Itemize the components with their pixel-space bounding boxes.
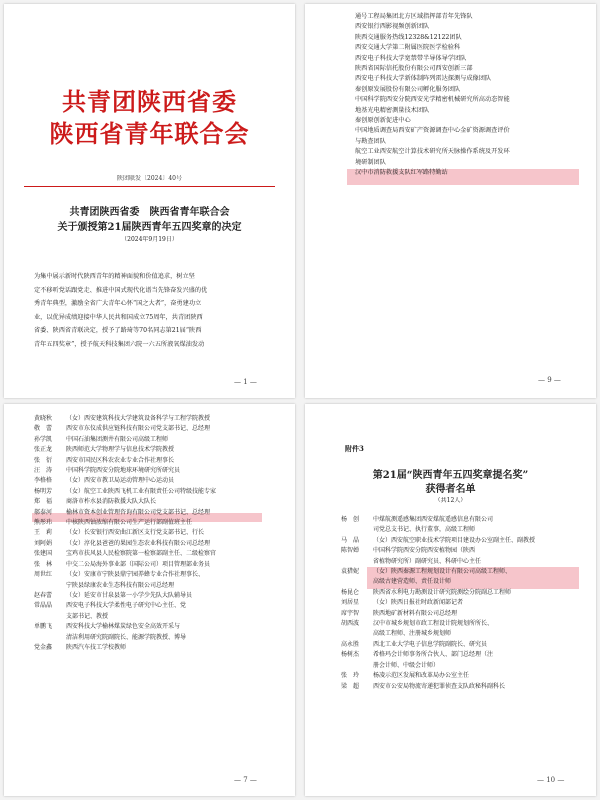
team-line: 中国科学院西安分院西安光学精密机械研究所高动态智能 — [355, 96, 510, 104]
person-affiliation: （女）西安市教卫局运动管理中心运动员 — [66, 477, 175, 485]
person-affiliation: 汉中市城乡规划市政工程设计院规划所所长、 — [373, 620, 494, 628]
person-name: 张 玲 — [341, 672, 360, 680]
person-name: 郝泰河 — [34, 508, 53, 516]
nominee-title-line2: 获得者名单 — [425, 484, 476, 495]
document-page-4 — [305, 404, 596, 796]
person-affiliation: （女）安康市宁陕县鼎宁园养蜂专业合作社理事长、 — [66, 571, 205, 579]
person-affiliation: 西安市东仪成供应链科技有限公司党支部书记、总经理 — [66, 425, 211, 433]
team-line: 通号工程局集团北方区域指挥部青年先锋队 — [355, 13, 473, 20]
decision-title-line2: 关于颁授第21届陕西青年五四奖章的决定 — [57, 222, 242, 233]
person-affiliation: 中煤航测遥感集团西安煤航遥感信息有限公司 — [373, 516, 494, 523]
person-affiliation: （女）长安银行西安曲江新区支行党支部书记、行长 — [66, 529, 205, 537]
person-name: 张正龙 — [34, 446, 53, 454]
decision-title-line1: 共青团陕西省委 陕西省青年联合会 — [69, 207, 230, 218]
person-name: 陈智婵 — [341, 547, 360, 555]
page-number: — 1 — — [234, 378, 257, 386]
name-row — [34, 622, 284, 632]
person-affiliation: 宁陕县绿康农业生态科技有限公司总经理 — [66, 581, 175, 589]
document-page-3 — [4, 404, 295, 796]
person-name: 熊彤玮 — [34, 519, 53, 527]
person-affiliation: 西安电子科技大学柔性电子研究中心主任、党 — [66, 602, 187, 610]
appendix-label: 附件3 — [345, 444, 364, 453]
person-affiliation: 中国科学院西安分院地球环境研究所研究员 — [66, 467, 181, 475]
person-name: 黄晓秋 — [34, 415, 53, 422]
person-affiliation: 商洛市柞水县消防救援大队大队长 — [66, 498, 157, 506]
name-row — [34, 633, 284, 643]
document-page-2 — [305, 4, 596, 398]
team-line: 西安电子科技大学新体制阵列雷达探测与成像团队 — [355, 75, 492, 83]
red-divider — [24, 186, 275, 187]
decision-date: （2024年9月19日） — [121, 236, 178, 243]
person-affiliation: （女）延安市甘泉县第一小学少先队大队辅导员 — [66, 591, 193, 599]
awardee-list — [34, 414, 284, 653]
person-name: 胡西波 — [341, 620, 360, 628]
team-line: 陕西省国际信托股份有限公司西安创新三部 — [355, 65, 473, 73]
name-row — [34, 445, 284, 455]
name-row — [34, 487, 284, 497]
name-row — [34, 528, 284, 538]
document-page-1 — [4, 4, 295, 398]
name-row — [341, 629, 587, 639]
person-name: 张 林 — [34, 560, 53, 568]
person-name: 周世红 — [34, 571, 53, 579]
team-line: 秦创原发展股份有限公司孵化服务团队 — [355, 85, 461, 93]
team-line: 航空工业西安航空计算技术研究所天脉操作系统及开发环 — [355, 148, 510, 156]
person-name: 席宇智 — [341, 609, 360, 617]
person-name: 李格格 — [34, 477, 53, 485]
name-row — [34, 414, 284, 424]
body-line: 业，以优异成绩迎接中华人民共和国成立75周年，共青团陕西 — [34, 313, 203, 321]
name-row — [34, 466, 284, 476]
body-text — [34, 270, 274, 351]
name-row — [341, 609, 587, 619]
team-line: 西安银行西影视频创新团队 — [355, 23, 430, 31]
name-row — [341, 557, 587, 567]
person-affiliation: 陕西省水利电力勘测设计研究院测绘分院副总工程师 — [373, 588, 512, 596]
name-row — [341, 567, 587, 577]
page-number: — 7 — — [234, 776, 257, 784]
name-row — [34, 601, 284, 611]
person-affiliation: 杨凌示范区发展和改革局办公室主任 — [373, 672, 470, 680]
page-number: — 10 — — [537, 776, 565, 784]
person-name: 党金鑫 — [34, 643, 53, 651]
person-affiliation: 支部书记、教授 — [66, 612, 109, 620]
name-row — [34, 591, 284, 601]
name-row — [34, 570, 284, 580]
name-row — [34, 476, 284, 486]
name-row — [34, 508, 284, 518]
person-affiliation: 榆林市资本创业管理咨询有限公司党支部书记、总经理 — [66, 508, 211, 516]
body-line: 为集中展示新时代陕西青年的精神面貌和价值追求，树立坚 — [34, 273, 195, 280]
person-name: 杨 创 — [341, 516, 360, 523]
person-name: 杨明芳 — [34, 487, 53, 495]
name-row — [341, 682, 587, 692]
person-affiliation: 清洁利用研究院副院长、能源学院教授、博导 — [66, 633, 187, 641]
org-title-line2: 陕西省青年联合会 — [49, 119, 250, 148]
person-name: 郑 福 — [34, 498, 53, 506]
person-name: 王 莉 — [34, 529, 53, 537]
body-line: 定不移听党话跟党走、推进中国式现代化谱当先锋奋发兴盛的优 — [34, 286, 208, 294]
person-name: 单鹏飞 — [34, 623, 53, 631]
person-affiliation: 中核陕西铀浓缩有限公司生产运行部副值班主任 — [66, 519, 193, 527]
name-row — [34, 539, 284, 549]
body-line: 青年五四奖章”，授予航天科技集团六院一六五所液氧煤油发动 — [34, 340, 205, 348]
person-affiliation: 西安市公安局物流寄递犯罪侦查支队政秘科副科长 — [373, 682, 506, 690]
nominee-count: （共12人） — [434, 497, 467, 504]
name-row — [341, 525, 587, 535]
person-affiliation: 希格玛会计师事务所合伙人、部门总经理（注 — [373, 651, 494, 659]
name-row — [341, 619, 587, 629]
name-row — [34, 581, 284, 591]
name-row — [34, 424, 284, 434]
person-affiliation: 册会计师、中级会计师） — [373, 661, 440, 669]
person-affiliation: 省植物研究所）副研究员、科研中心主任 — [373, 557, 482, 565]
person-affiliation: （女）陕西日报社时政新闻部记者 — [373, 599, 464, 607]
name-row — [34, 643, 284, 653]
person-affiliation: 宝鸡市扶风县人民检察院第一检察部副主任、二级检察官 — [66, 550, 217, 558]
person-affiliation: 高级工程师、注册城乡规划师 — [373, 630, 452, 638]
person-name: 常晶晶 — [34, 602, 53, 610]
org-title-line1: 共青团陕西省委 — [62, 87, 237, 116]
person-affiliation: 陕西汽车技工学校教师 — [66, 643, 127, 651]
nominee-list — [341, 515, 587, 692]
name-row — [34, 435, 284, 445]
person-name: 刘阿娟 — [34, 539, 53, 547]
name-row — [34, 549, 284, 559]
person-affiliation: 中国科学院西安分院西安植物园（陕西 — [373, 547, 476, 555]
team-list — [355, 12, 585, 179]
person-affiliation: 陕西师范大学物理学与信息技术学院教授 — [66, 446, 175, 454]
person-affiliation: 高级古建营造师、责任设计师 — [373, 578, 452, 586]
person-affiliation: 中交二公局海外事业部（国际公司）项目管理部业务员 — [66, 560, 211, 568]
name-row — [341, 588, 587, 598]
name-row — [341, 577, 587, 587]
team-line: 中国地质调查局西安矿产资源调查中心金矿资源调查评价 — [355, 127, 510, 135]
person-name: 张 衍 — [34, 456, 53, 464]
team-line: 汉中市消防救援支队红军路特勤站 — [355, 169, 448, 177]
name-row — [341, 671, 587, 681]
name-row — [34, 497, 284, 507]
person-affiliation: 西安科技大学榆林煤炭绿色安全高效开采与 — [66, 623, 181, 631]
person-name: 袁猎妮 — [341, 568, 360, 576]
team-line: 陕西交通服务热线12328&12122团队 — [355, 33, 462, 41]
person-name: 杨昆仑 — [341, 588, 360, 596]
name-row — [341, 546, 587, 556]
name-row — [341, 661, 587, 671]
team-line: 与勘查团队 — [355, 137, 386, 145]
person-name: 杨树杰 — [341, 651, 360, 659]
person-affiliation: （女）西安建筑科技大学建筑设备科学与工程学院教授 — [66, 415, 211, 422]
body-line: 省委、陕西省青联决定，授予了路琦等70名同志第21届“陕西 — [34, 327, 202, 334]
person-name: 高永胜 — [341, 640, 360, 648]
person-affiliation: （女）西安航空职业技术学院项目建设办公室副主任、副教授 — [373, 536, 536, 544]
name-row — [341, 640, 587, 650]
person-affiliation: （女）陕西秦源工程规划设计有限公司高级工程师、 — [373, 568, 512, 576]
nominee-title-line1: 第21届“陕西青年五四奖章提名奖” — [372, 470, 529, 481]
person-name: 梁 超 — [341, 682, 360, 690]
person-affiliation: 陕西地矿新材料有限公司总经理 — [373, 609, 458, 617]
person-affiliation: （女）航空工业陕西飞机工业有限责任公司特级技能专家 — [66, 487, 217, 495]
document-number: 陕团联发〔2024〕40号 — [117, 175, 182, 182]
person-name: 赵春蕾 — [34, 591, 53, 599]
person-name: 敬 蕾 — [34, 425, 53, 433]
person-name: 马 晶 — [341, 536, 360, 544]
team-line: 西安交通大学第二附属医院医学检验科 — [355, 44, 461, 52]
person-name: 孙学凯 — [34, 435, 53, 443]
team-line: 境研制团队 — [355, 158, 386, 166]
person-affiliation: 中国石油集团测井有限公司高级工程师 — [66, 435, 169, 443]
name-row — [34, 518, 284, 528]
name-row — [341, 515, 587, 525]
name-row — [341, 536, 587, 546]
team-line: 地基光电精密测量技术团队 — [355, 106, 430, 114]
team-line: 西安电子科技大学宽禁带半导体导学团队 — [355, 54, 467, 62]
person-name: 张建国 — [34, 550, 53, 558]
person-affiliation: 司党总支书记、执行董事，高级工程师 — [373, 526, 476, 534]
name-row — [34, 612, 284, 622]
name-row — [341, 650, 587, 660]
name-row — [34, 560, 284, 570]
person-name: 汪 涛 — [34, 467, 53, 475]
name-row — [341, 598, 587, 608]
page-number: — 9 — — [538, 376, 561, 384]
name-row — [34, 456, 284, 466]
team-line: 秦创原创新促进中心 — [355, 117, 411, 125]
body-line: 秀青年典型，激励全省广大青年心怀“国之大者”，奋勇建功立 — [34, 300, 202, 307]
person-affiliation: 西北工业大学电子信息学院副院长、研究员 — [373, 640, 488, 648]
person-name: 刘居星 — [341, 599, 360, 607]
person-affiliation: （女）淳化县爸爸的果园生态农业科技有限公司总经理 — [66, 539, 211, 547]
person-affiliation: 西安市国民区科农农业专业合作社理事长 — [66, 456, 175, 464]
